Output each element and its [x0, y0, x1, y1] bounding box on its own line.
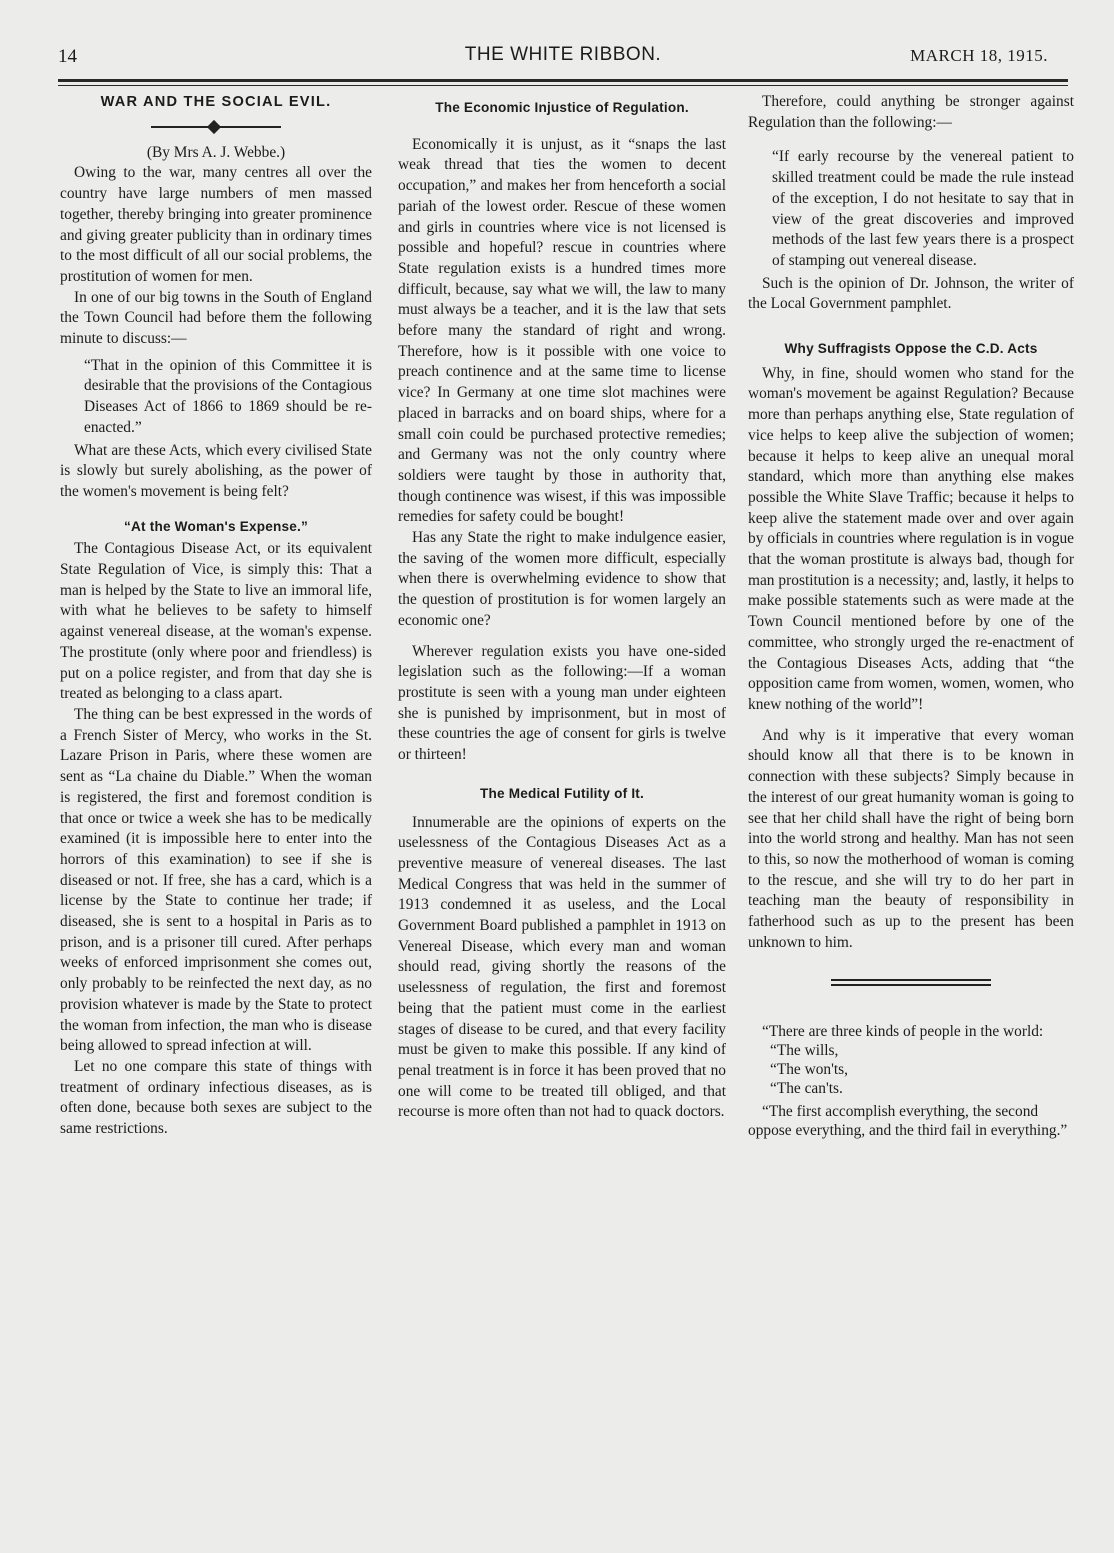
paragraph: The thing can be best expressed in the words of a French Sister of Mercy, who works in the St. Lazare Prison in Paris, where these women are sent as “La chaine du Diable.” When the woman is registered, the first and foremost condition is that once or twice a week she has to be medically examined (it is impossible here to enter into the horrors of this examination) to see if she is diseased or not. If free, she has a card, which is a license by the State to continue her trade; if diseased, she is sent to a hospital in Paris as to prison, and is a prisoner till cured. After perhaps weeks of enforced imprisonment she comes out, only probably to be reinfected the next day, as no provision whatever is made by the State to protect the woman from infection, the man who is disease being allowed to spread infection at will.	[60, 705, 372, 1055]
paragraph: Let no one compare this state of things with treatment of ordinary infectious diseases, as is often done, because both sexes are subject to the same restrictions.	[60, 1057, 372, 1138]
subheading-medical-futility: The Medical Futility of It.	[480, 785, 644, 801]
saying-intro: “There are three kinds of people in the world:	[762, 1023, 1044, 1041]
column-1	[60, 92, 372, 1140]
header-rule-thick	[58, 79, 1068, 82]
paragraph: Why, in fine, should women who stand for the woman's movement be against Regulation? Because more than perhaps anything else, State regulation of vice helps to keep alive the subjection of women; because it helps to keep alive an unequal moral standard, which more than anything else makes possible the White Slave Traffic; because it helps to keep alive the statement made over and over again by officials in countries where regulation is in vogue that the woman prostitute is always bad, though for man prostitution is a necessity; and, lastly, it helps to make possible statements such as were made at the Town Council mentioned before by one of the committee, who strongly urged the re-enactment of the Contagious Diseases Acts, adding that “the opposition came from women, women, women, who knew nothing of the world”!	[748, 364, 1074, 713]
saying-item: “The can'ts.	[770, 1080, 843, 1098]
paragraph: And why is it imperative that every woman should know all that there is to be known in connection with these subjects? Simply because in the interest of our great humanity woman is going to see that her child shall have the right of being born into the world strong and healthy. Man has not seen to this, so now the motherhood of woman is coming to the rescue, and she will try to do her part in teaching man the beauty of responsibility in fatherhood such as up to the present has been unknown to him.	[748, 726, 1074, 951]
paragraph: Therefore, could anything be stronger against Regulation than the following:—	[748, 93, 1074, 131]
page-header	[58, 44, 1068, 74]
saying-item: “The wills,	[770, 1042, 839, 1060]
byline: (By Mrs A. J. Webbe.)	[146, 143, 286, 161]
paragraph: Innumerable are the opinions of experts on the uselessness of the Contagious Diseases Act as a preventive measure of venereal diseases. The last Medical Congress that was held in the summer of 1913 condemned it as useless, and the Local Government Board published a pamphlet in 1913 on Venereal Disease, which every man and woman should read, giving shortly the reasons of the uselessness of regulation, the first and foremost being that the patient must come in the earliest stages of disease to be cured, and that every facility must be given to make this possible. If any kind of penal treatment is in force it has been proved that no one will come to be treated till obliged, and that recourse is more often than not had to quack doctors.	[398, 813, 726, 1121]
page-number: 14	[58, 46, 77, 67]
paragraph: Such is the opinion of Dr. Johnson, the writer of the Local Government pamphlet.	[748, 274, 1074, 313]
paragraph: What are these Acts, which every civilised State is slowly but surely abolishing, as the power of the women's movement is being felt?	[60, 441, 372, 500]
subheading-womans-expense: “At the Woman's Expense.”	[124, 518, 308, 534]
subheading-economic-injustice: The Economic Injustice of Regulation.	[435, 100, 689, 115]
saying-conclusion: “The first accomplish everything, the second oppose everything, and the third fail in everything.”	[748, 1103, 1068, 1140]
paragraph: In one of our big towns in the South of England the Town Council had before them the following minute to discuss:—	[60, 288, 372, 348]
publication-title: THE WHITE RIBBON.	[464, 44, 662, 65]
subheading-suffragists-oppose: Why Suffragists Oppose the C.D. Acts	[784, 341, 1038, 357]
diamond-ornament-icon	[207, 120, 221, 134]
column-2	[398, 92, 726, 1123]
header-rule-thin	[58, 85, 1068, 86]
three-kinds-saying	[748, 1022, 1074, 1140]
paragraph: Owing to the war, many centres all over the country have large numbers of men massed together, thereby bringing into greater prominence and giving greater publicity than in ordinary times to the most difficult of all our social problems, the prostitution of women for men.	[60, 164, 372, 285]
section-divider	[831, 979, 991, 986]
minute-quote: “That in the opinion of this Committee it is desirable that the provisions of the Contagious Diseases Act of 1866 to 1869 should be re-enacted.”	[84, 356, 372, 436]
article-title: WAR AND THE SOCIAL EVIL.	[100, 94, 332, 110]
paragraph: Has any State the right to make indulgence easier, the saving of the women more difficult, especially when there is overwhelming evidence to show that the question of prostitution is for women largely an economic one?	[398, 529, 726, 629]
paragraph: The Contagious Disease Act, or its equivalent State Regulation of Vice, is simply this: That a man is helped by the State to live an immoral life, with what he believes to be safety to himself against venereal disease, at the woman's expense. The prostitute (only where poor and friendless) is put on a police register, and from that day she is treated as belonging to a class apart.	[60, 540, 372, 703]
saying-item: “The won'ts,	[770, 1061, 848, 1079]
title-ornament	[151, 121, 281, 133]
paragraph: Wherever regulation exists you have one-sided legislation such as the following:—If a woman prostitute is seen with a young man under eighteen she is punished by imprisonment, but in most of these countries the age of consent for girls is twelve or thirteen!	[398, 642, 726, 764]
johnson-quote: “If early recourse by the venereal patient to skilled treatment could be made the rule instead of the exception, I do not hesitate to say that in view of the great discoveries and improved methods of the last few years there is a prospect of stamping out venereal disease.	[772, 148, 1074, 269]
column-3	[748, 92, 1074, 1140]
issue-date: MARCH 18, 1915.	[910, 46, 1048, 65]
paragraph: Economically it is unjust, as it “snaps the last weak thread that ties the women to decent occupation,” and makes her from henceforth a social pariah of the lowest order. Rescue of these women and girls in countries where vice is not licensed is possible and hopeful? rescue in countries where State regulation exists is a hundred times more difficult, because, say what we will, the law to many must always be a teacher, and it is the law that sets before many the standard of right and wrong. Therefore, how is it possible with one voice to preach continence and at the same time to license vice? In Germany at one time slot machines were placed in barracks and on board ships, where for a small coin could be purchased protective remedies; and Germany was not the only country where soldiers were taught by those in authority that, though continence was wisest, if this was impossible remedies for safety could be bought!	[398, 135, 726, 526]
